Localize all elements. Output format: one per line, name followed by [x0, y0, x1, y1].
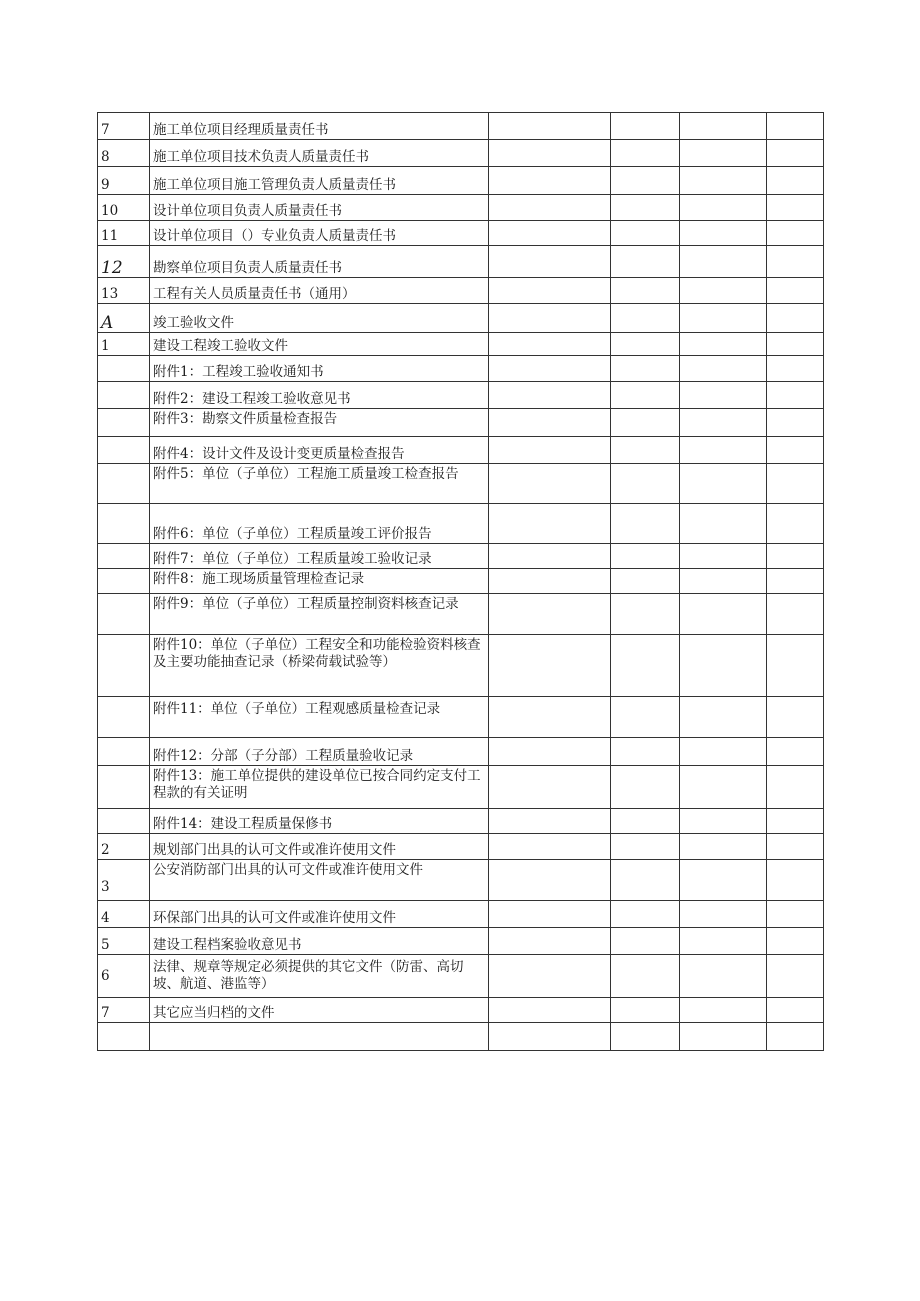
- empty-cell: [489, 113, 611, 140]
- empty-cell: [680, 809, 767, 834]
- row-number: [98, 382, 150, 409]
- document-name: 其它应当归档的文件: [150, 998, 489, 1023]
- empty-cell: [767, 140, 824, 167]
- table-row: [98, 928, 824, 955]
- table-row: [98, 860, 824, 901]
- empty-cell: [489, 304, 611, 333]
- empty-cell: [489, 356, 611, 382]
- document-name: 环保部门出具的认可文件或准许使用文件: [150, 901, 489, 928]
- empty-cell: [680, 221, 767, 246]
- empty-cell: [489, 544, 611, 569]
- table-row: [98, 697, 824, 738]
- empty-cell: [611, 437, 680, 464]
- empty-cell: [767, 766, 824, 809]
- empty-cell: [680, 356, 767, 382]
- row-number: 10: [98, 195, 150, 221]
- empty-cell: [767, 544, 824, 569]
- empty-cell: [489, 594, 611, 635]
- empty-cell: [489, 834, 611, 860]
- document-name: 施工单位项目施工管理负责人质量责任书: [150, 167, 489, 195]
- empty-cell: [611, 594, 680, 635]
- empty-cell: [767, 594, 824, 635]
- empty-cell: [611, 998, 680, 1023]
- empty-cell: [680, 955, 767, 998]
- empty-cell: [767, 697, 824, 738]
- document-name: 施工单位项目技术负责人质量责任书: [150, 140, 489, 167]
- empty-cell: [489, 998, 611, 1023]
- empty-cell: [767, 809, 824, 834]
- empty-cell: [489, 464, 611, 504]
- table-row: [98, 167, 824, 195]
- empty-cell: [767, 356, 824, 382]
- row-number: [98, 594, 150, 635]
- empty-cell: [680, 504, 767, 544]
- row-number: [98, 437, 150, 464]
- empty-cell: [489, 167, 611, 195]
- row-number: 8: [98, 140, 150, 167]
- empty-cell: [767, 278, 824, 304]
- empty-cell: [767, 382, 824, 409]
- row-number: [98, 356, 150, 382]
- document-name: 设计单位项目（）专业负责人质量责任书: [150, 221, 489, 246]
- table-row: [98, 140, 824, 167]
- empty-cell: [611, 333, 680, 356]
- document-name: 设计单位项目负责人质量责任书: [150, 195, 489, 221]
- table-row: [98, 246, 824, 278]
- empty-cell: [611, 113, 680, 140]
- empty-cell: [767, 635, 824, 697]
- document-name: 附件1：工程竣工验收通知书: [150, 356, 489, 382]
- document-name: 施工单位项目经理质量责任书: [150, 113, 489, 140]
- empty-cell: [767, 437, 824, 464]
- empty-cell: [767, 304, 824, 333]
- row-number: 4: [98, 901, 150, 928]
- empty-cell: [680, 195, 767, 221]
- empty-cell: [489, 766, 611, 809]
- empty-cell: [489, 928, 611, 955]
- document-name: 工程有关人员质量责任书（通用）: [150, 278, 489, 304]
- empty-cell: [767, 1023, 824, 1051]
- empty-cell: [611, 901, 680, 928]
- empty-cell: [489, 955, 611, 998]
- row-number: 6: [98, 955, 150, 998]
- row-number: [98, 1023, 150, 1051]
- empty-cell: [767, 998, 824, 1023]
- empty-cell: [680, 464, 767, 504]
- table-row: [98, 901, 824, 928]
- row-number: 1: [98, 333, 150, 356]
- empty-cell: [767, 860, 824, 901]
- empty-cell: [489, 409, 611, 437]
- empty-cell: [611, 635, 680, 697]
- empty-cell: [767, 221, 824, 246]
- row-number: 2: [98, 834, 150, 860]
- document-name: 附件13：施工单位提供的建设单位已按合同约定支付工程款的有关证明: [150, 766, 489, 809]
- document-name: 附件2：建设工程竣工验收意见书: [150, 382, 489, 409]
- empty-cell: [680, 928, 767, 955]
- empty-cell: [611, 1023, 680, 1051]
- document-name: 附件3：勘察文件质量检查报告: [150, 409, 489, 437]
- empty-cell: [767, 504, 824, 544]
- table-row: [98, 464, 824, 504]
- empty-cell: [489, 382, 611, 409]
- empty-cell: [767, 569, 824, 594]
- empty-cell: [489, 221, 611, 246]
- document-name: 勘察单位项目负责人质量责任书: [150, 246, 489, 278]
- empty-cell: [680, 569, 767, 594]
- table-row: [98, 382, 824, 409]
- document-name: 建设工程档案验收意见书: [150, 928, 489, 955]
- document-name: 附件6：单位（子单位）工程质量竣工评价报告: [150, 504, 489, 544]
- row-number: 3: [98, 860, 150, 901]
- document-name: 附件14：建设工程质量保修书: [150, 809, 489, 834]
- empty-cell: [489, 195, 611, 221]
- empty-cell: [611, 766, 680, 809]
- empty-cell: [680, 860, 767, 901]
- empty-cell: [611, 928, 680, 955]
- empty-cell: [611, 195, 680, 221]
- empty-cell: [489, 635, 611, 697]
- table-row: [98, 221, 824, 246]
- empty-cell: [611, 809, 680, 834]
- table-row: [98, 1023, 824, 1051]
- table-row: [98, 998, 824, 1023]
- empty-cell: [611, 304, 680, 333]
- empty-cell: [680, 437, 767, 464]
- empty-cell: [611, 544, 680, 569]
- empty-cell: [680, 635, 767, 697]
- empty-cell: [767, 928, 824, 955]
- table-row: [98, 333, 824, 356]
- row-number: [98, 809, 150, 834]
- empty-cell: [767, 738, 824, 766]
- empty-cell: [680, 409, 767, 437]
- table-row: [98, 809, 824, 834]
- table-row: [98, 409, 824, 437]
- table-row: [98, 356, 824, 382]
- archive-list-table: [97, 112, 824, 1051]
- empty-cell: [767, 333, 824, 356]
- empty-cell: [680, 382, 767, 409]
- empty-cell: [611, 834, 680, 860]
- row-number: [98, 569, 150, 594]
- empty-cell: [489, 901, 611, 928]
- empty-cell: [611, 382, 680, 409]
- document-name: 附件12：分部（子分部）工程质量验收记录: [150, 738, 489, 766]
- empty-cell: [489, 860, 611, 901]
- empty-cell: [680, 304, 767, 333]
- document-name: 附件7：单位（子单位）工程质量竣工验收记录: [150, 544, 489, 569]
- empty-cell: [611, 860, 680, 901]
- row-number: A: [98, 304, 150, 333]
- empty-cell: [767, 834, 824, 860]
- row-number: 13: [98, 278, 150, 304]
- document-name: 建设工程竣工验收文件: [150, 333, 489, 356]
- empty-cell: [489, 569, 611, 594]
- document-name: 附件8：施工现场质量管理检查记录: [150, 569, 489, 594]
- document-name: 竣工验收文件: [150, 304, 489, 333]
- empty-cell: [489, 504, 611, 544]
- row-number: 7: [98, 998, 150, 1023]
- empty-cell: [611, 504, 680, 544]
- empty-cell: [489, 333, 611, 356]
- empty-cell: [489, 140, 611, 167]
- empty-cell: [680, 738, 767, 766]
- table-row: [98, 195, 824, 221]
- empty-cell: [680, 333, 767, 356]
- empty-cell: [680, 167, 767, 195]
- document-name: 附件4：设计文件及设计变更质量检查报告: [150, 437, 489, 464]
- empty-cell: [680, 278, 767, 304]
- empty-cell: [489, 1023, 611, 1051]
- empty-cell: [611, 569, 680, 594]
- empty-cell: [611, 697, 680, 738]
- row-number: 9: [98, 167, 150, 195]
- empty-cell: [489, 246, 611, 278]
- table-row: [98, 834, 824, 860]
- table-row: [98, 113, 824, 140]
- table-row: [98, 544, 824, 569]
- row-number: 11: [98, 221, 150, 246]
- empty-cell: [489, 697, 611, 738]
- empty-cell: [680, 998, 767, 1023]
- empty-cell: [611, 464, 680, 504]
- empty-cell: [489, 437, 611, 464]
- row-number: [98, 504, 150, 544]
- empty-cell: [680, 697, 767, 738]
- empty-cell: [680, 246, 767, 278]
- empty-cell: [767, 167, 824, 195]
- document-name: 公安消防部门出具的认可文件或准许使用文件: [150, 860, 489, 901]
- table-row: [98, 738, 824, 766]
- empty-cell: [611, 955, 680, 998]
- empty-cell: [767, 955, 824, 998]
- table-row: [98, 504, 824, 544]
- empty-cell: [680, 901, 767, 928]
- empty-cell: [611, 167, 680, 195]
- empty-cell: [611, 246, 680, 278]
- row-number: [98, 697, 150, 738]
- table-row: [98, 304, 824, 333]
- empty-cell: [767, 409, 824, 437]
- empty-cell: [611, 409, 680, 437]
- empty-cell: [767, 464, 824, 504]
- table-row: [98, 594, 824, 635]
- table-row: [98, 569, 824, 594]
- row-number: [98, 464, 150, 504]
- empty-cell: [680, 834, 767, 860]
- table-row: [98, 437, 824, 464]
- empty-cell: [489, 809, 611, 834]
- row-number: 12: [98, 246, 150, 278]
- row-number: [98, 738, 150, 766]
- empty-cell: [680, 113, 767, 140]
- empty-cell: [767, 113, 824, 140]
- empty-cell: [611, 356, 680, 382]
- row-number: [98, 544, 150, 569]
- empty-cell: [680, 1023, 767, 1051]
- table-row: [98, 278, 824, 304]
- empty-cell: [611, 221, 680, 246]
- empty-cell: [680, 766, 767, 809]
- empty-cell: [767, 246, 824, 278]
- document-name: 法律、规章等规定必须提供的其它文件（防雷、高切坡、航道、港监等）: [150, 955, 489, 998]
- document-name: [150, 1023, 489, 1051]
- row-number: [98, 409, 150, 437]
- table-row: [98, 635, 824, 697]
- empty-cell: [611, 738, 680, 766]
- empty-cell: [767, 195, 824, 221]
- document-name: 规划部门出具的认可文件或准许使用文件: [150, 834, 489, 860]
- empty-cell: [611, 140, 680, 167]
- empty-cell: [680, 140, 767, 167]
- row-number: 5: [98, 928, 150, 955]
- empty-cell: [489, 738, 611, 766]
- empty-cell: [489, 278, 611, 304]
- empty-cell: [680, 594, 767, 635]
- document-name: 附件11：单位（子单位）工程观感质量检查记录: [150, 697, 489, 738]
- document-name: 附件9：单位（子单位）工程质量控制资料核查记录: [150, 594, 489, 635]
- empty-cell: [611, 278, 680, 304]
- empty-cell: [680, 544, 767, 569]
- table-row: [98, 955, 824, 998]
- document-name: 附件10：单位（子单位）工程安全和功能检验资料核查及主要功能抽查记录（桥梁荷载试验等）: [150, 635, 489, 697]
- row-number: [98, 766, 150, 809]
- document-name: 附件5：单位（子单位）工程施工质量竣工检查报告: [150, 464, 489, 504]
- table-row: [98, 766, 824, 809]
- row-number: [98, 635, 150, 697]
- empty-cell: [767, 901, 824, 928]
- row-number: 7: [98, 113, 150, 140]
